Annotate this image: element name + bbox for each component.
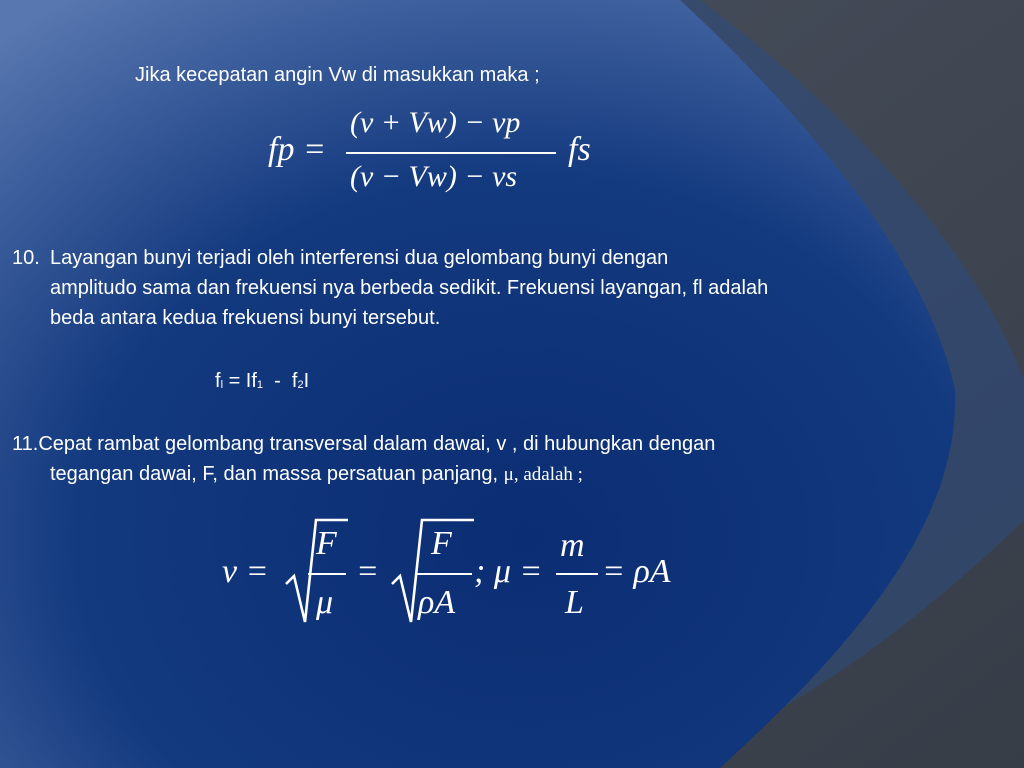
beat-end: I (303, 370, 310, 392)
formula2-frac2-bar (416, 573, 472, 575)
intro-text: Jika kecepatan angin Vw di masukkan maka ; (135, 64, 540, 86)
item10-line1: Layangan bunyi terjadi oleh interferensi dua gelombang bunyi dengan (50, 247, 669, 269)
formula2-frac3-num: m (560, 527, 585, 564)
beat-f: f (215, 370, 221, 392)
formula1-rhs: fs (568, 131, 591, 168)
formula2-frac3-den: L (565, 584, 584, 621)
formula1-fraction-bar (346, 152, 556, 154)
formula2-frac1-den: μ (316, 584, 334, 621)
beat-sub-2: 2 (297, 379, 304, 391)
formula2-frac3-bar (556, 573, 598, 575)
formula2-frac2-den: ρA (418, 584, 456, 621)
formula2-eq2: = (356, 553, 379, 590)
formula1-denominator: (v − Vw) − vs (350, 160, 518, 193)
formula2-frac1-bar (308, 573, 346, 575)
item10-line2: amplitudo sama dan frekuensi nya berbeda sedikit. Frekuensi layangan, fl adalah (50, 277, 769, 299)
item11-line2-text: tegangan dawai, F, dan massa persatuan panjang, (50, 463, 499, 485)
item10-line3: beda antara kedua frekuensi bunyi tersebut. (50, 307, 441, 329)
beat-sub-l: l (220, 379, 224, 391)
formula2-frac2-num: F (431, 525, 452, 562)
beat-minus: - f (263, 370, 298, 392)
beat-frequency-formula (215, 366, 309, 400)
formula1-numerator: (v + Vw) − vp (350, 106, 521, 139)
item10-number: 10. (12, 247, 40, 269)
item11-line1: 11.Cepat rambat gelombang transversal dalam dawai, v , di hubungkan dengan (12, 433, 716, 455)
beat-sub-1: 1 (256, 379, 264, 391)
formula2-end: = ρA (602, 553, 671, 590)
formula2-mid: ; μ = (474, 553, 543, 590)
beat-eq: = If (223, 370, 257, 392)
formula2-v-eq: v = (222, 553, 269, 590)
item11-line2-tail: μ, adalah ; (503, 464, 583, 485)
formula2-frac1-num: F (316, 525, 337, 562)
formula1-lhs: fp = (268, 131, 326, 168)
item11-line2 (50, 459, 583, 490)
